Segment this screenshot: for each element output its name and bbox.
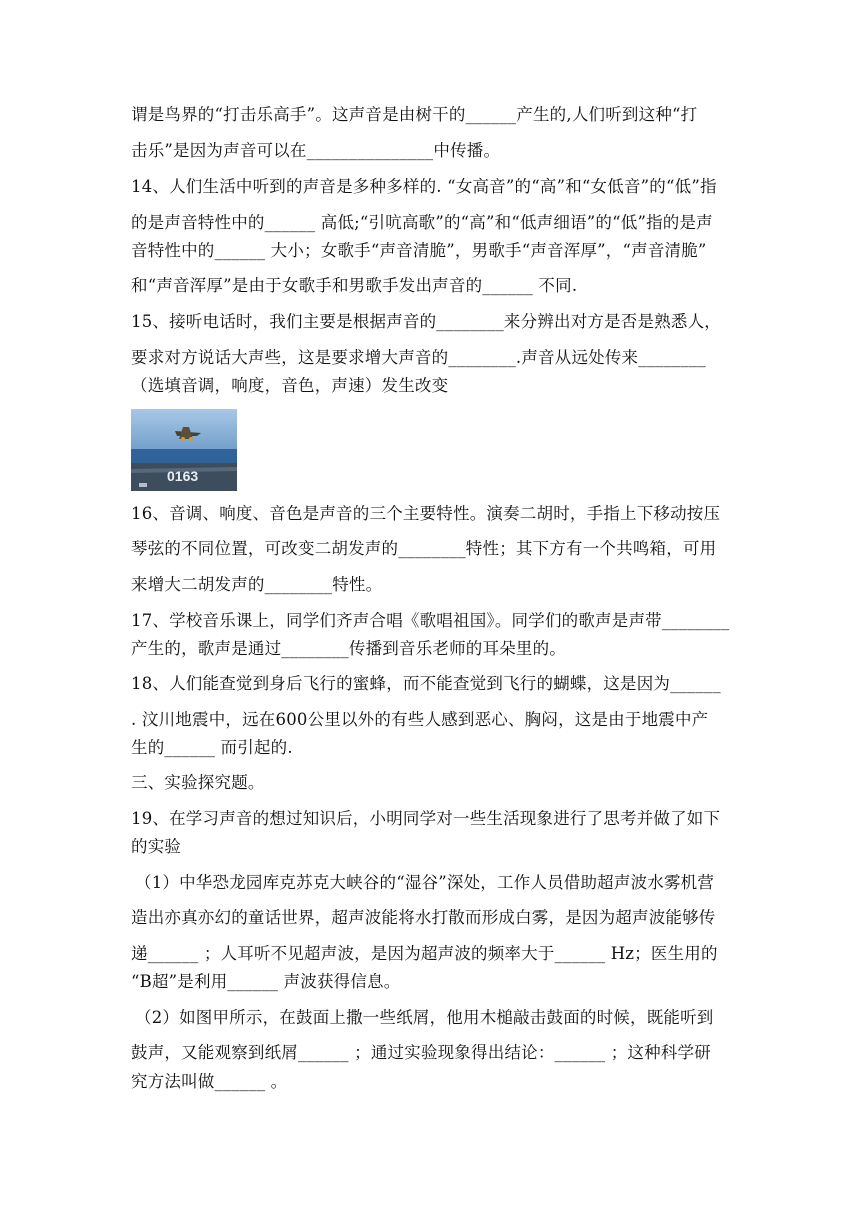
text-line: 鼓声，又能观察到纸屑______ ；通过实验现象得出结论：______ ；这种科学研 [131, 1043, 711, 1062]
text-line: “B超”是利用______ 声波获得信息。 [131, 972, 401, 991]
section-heading: 三、实验探究题。 [131, 773, 265, 792]
question-14: 14、人们生活中听到的声音是多种多样的. “女高音”的“高”和“女低音”的“低”指 [131, 177, 717, 196]
text-line: 来增大二胡发声的________特性。 [131, 575, 383, 594]
text-line: 击乐”是因为声音可以在_______________中传播。 [131, 141, 501, 160]
text-line: 和“声音浑厚”是由于女歌手和男歌手发出声音的______ 不同. [131, 276, 578, 295]
deck-number: 0163 [167, 468, 199, 484]
question-17: 17、学校音乐课上，同学们齐声合唱《歌唱祖国》。同学们的歌声是声带________ [131, 611, 730, 630]
text-line: 造出亦真亦幻的童话世界，超声波能将水打散而形成白雾，是因为超声波能够传 [131, 908, 716, 927]
question-19: 19、在学习声音的想过知识后，小明同学对一些生活现象进行了思考并做了如下 [131, 809, 721, 828]
text-line: 生的______ 而引起的. [131, 738, 293, 757]
text-line: （选填音调，响度，音色，声速）发生改变 [131, 376, 449, 395]
text-line: 的是声音特性中的______ 高低;“引吭高歌”的“高”和“低声细语”的“低”指的是声 [131, 213, 713, 232]
question-18: 18、人们能查觉到身后飞行的蜜蜂，而不能查觉到飞行的蝴蝶，这是因为______ [131, 674, 721, 693]
text-line: 琴弦的不同位置，可改变二胡发声的________特性；其下方有一个共鸣箱，可用 [131, 539, 717, 558]
sub-question-1: （1）中华恐龙园库克苏克大峡谷的“湿谷”深处，工作人员借助超声波水雾机营 [135, 873, 715, 892]
sub-question-2: （2）如图甲所示，在鼓面上撒一些纸屑，他用木槌敲击鼓面的时候，既能听到 [135, 1008, 714, 1027]
text-line: 产生的，歌声是通过________传播到音乐老师的耳朵里的。 [131, 639, 566, 658]
aircraft-carrier-photo [131, 409, 237, 491]
text-line: 究方法叫做______ 。 [131, 1072, 288, 1091]
text-line: 音特性中的______ 大小；女歌手“声音清脆”，男歌手“声音浑厚”，“声音清脆” [131, 241, 707, 260]
text-line: . 汶川地震中，远在600公里以外的有些人感到恶心、胸闷，这是由于地震中产 [131, 710, 709, 729]
text-line: 要求对方说话大声些，这是要求增大声音的________.声音从远处传来________ [131, 348, 706, 367]
question-16: 16、音调、响度、音色是声音的三个主要特性。演奏二胡时，手指上下移动按压 [131, 504, 721, 523]
text-line: 递______ ；人耳听不见超声波，是因为超声波的频率大于______ Hz；医生用的 [131, 944, 718, 963]
text-line: 的实验 [131, 837, 182, 856]
question-15: 15、接听电话时，我们主要是根据声音的________来分辨出对方是否是熟悉人， [131, 312, 721, 331]
text-line: 谓是鸟界的“打击乐高手”。这声音是由树干的______产生的,人们听到这种“打 [131, 105, 698, 124]
